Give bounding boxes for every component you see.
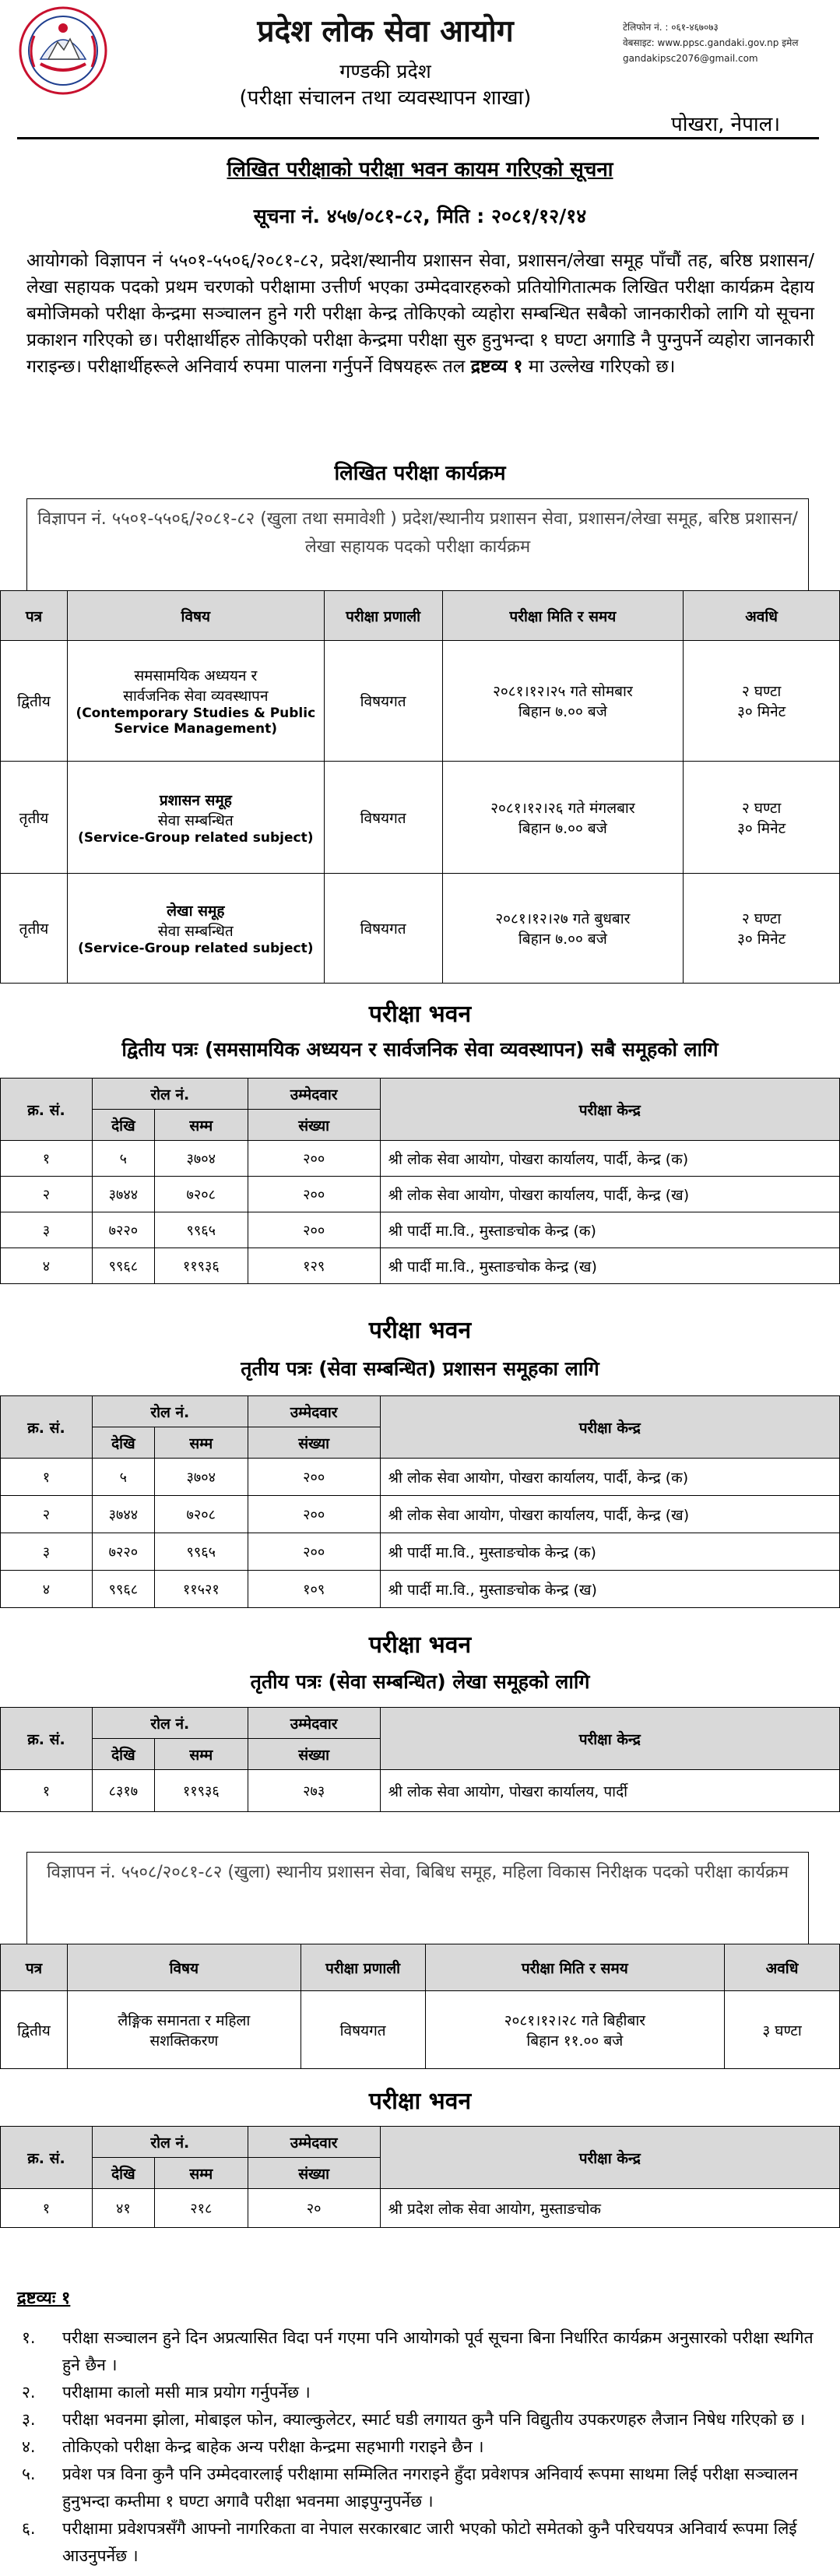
header-duration: अवधि — [684, 591, 840, 641]
center-cell: श्री प्रदेश लोक सेवा आयोग, मुस्ताङचोक — [380, 2189, 839, 2228]
count-cell: २० — [248, 2189, 380, 2228]
header-from: देखि — [92, 1427, 154, 1459]
center-cell: श्री लोक सेवा आयोग, पोखरा कार्यालय, पार्दी, केन्द्र (क) — [380, 1459, 839, 1496]
header-from: देखि — [92, 2158, 154, 2189]
roll-to-cell: ११९३६ — [154, 1770, 248, 1812]
subject-en: (Service-Group related subject) — [78, 941, 314, 956]
header-to: सम्म — [154, 2158, 248, 2189]
header-center: परीक्षा केन्द्र — [380, 1079, 839, 1141]
venue-heading: परीक्षा भवन — [368, 2088, 472, 2115]
advertisement-box-1: विज्ञापन नं. ५५०१-५५०६/२०८१-८२ (खुला तथा समावेशी ) प्रदेश/स्थानीय प्रशासन सेवा, प्रशासन/लेखा समूह, बरिष्ठ प्रशासन/लेखा सहायक पदको परीक्षा कार्यक्रम — [26, 498, 809, 590]
schedule-table-2 — [0, 1944, 840, 2069]
subject-cell — [67, 874, 324, 984]
venue-subheading: तृतीय पत्रः (सेवा सम्बन्धित) लेखा समूहको लागि — [250, 1670, 590, 1693]
exam-date: २०८१।१२।२७ गते बुधबार — [495, 910, 631, 927]
notice-title-text: लिखित परीक्षाको परीक्षा भवन कायम गरिएको सूचना — [227, 158, 613, 181]
header-system: परीक्षा प्रणाली — [324, 591, 442, 641]
header-datetime: परीक्षा मिति र समय — [425, 1944, 725, 1991]
table-row — [1, 1177, 840, 1212]
center-cell: श्री पार्दी मा.वि., मुस्ताङचोक केन्द्र (ख) — [380, 1248, 839, 1284]
table-row — [1, 1991, 840, 2069]
venue-heading: परीक्षा भवन — [368, 1317, 472, 1344]
table-row — [1, 874, 840, 984]
header-sn: क्र. सं. — [1, 2127, 93, 2189]
header-count-2: संख्या — [248, 1110, 380, 1141]
header-paper: पत्र — [1, 591, 68, 641]
table-row — [1, 1141, 840, 1177]
roll-to-cell: ३७०४ — [154, 1141, 248, 1177]
header-count-2: संख्या — [248, 1427, 380, 1459]
sn-cell: ४ — [1, 1248, 93, 1284]
province-name: गण्डकी प्रदेश — [339, 60, 431, 83]
center-cell: श्री लोक सेवा आयोग, पोखरा कार्यालय, पार्दी, केन्द्र (ख) — [380, 1496, 839, 1533]
header-subject: विषय — [67, 1944, 301, 1991]
header-count: उम्मेदवार — [248, 1079, 380, 1110]
paper-cell: तृतीय — [1, 874, 68, 984]
subject-np: सशक्तिकरण — [149, 2032, 219, 2050]
subject-np: लैङ्गिक समानता र महिला — [118, 2011, 251, 2029]
center-cell: श्री लोक सेवा आयोग, पोखरा कार्यालय, पार्दी, केन्द्र (क) — [380, 1141, 839, 1177]
table-header-row — [1, 1708, 840, 1739]
note-text: तोकिएको परीक्षा केन्द्र बाहेक अन्य परीक्षा केन्द्रमा सहभागी गराइने छैन । — [62, 2437, 484, 2456]
roll-from-cell: ९९६८ — [92, 1571, 154, 1608]
duration-cell — [684, 762, 840, 874]
subject-np: सेवा सम्बन्धित — [157, 811, 234, 829]
venue-subheading: द्वितीय पत्रः (समसामयिक अध्ययन र सार्वजनिक सेवा व्यवस्थापन) सबै समूहको लागि — [121, 1038, 719, 1061]
roll-from-cell: ८३१७ — [92, 1770, 154, 1812]
sn-cell: ४ — [1, 1571, 93, 1608]
branch-name: (परीक्षा संचालन तथा व्यवस्थापन शाखा) — [239, 86, 532, 110]
header-roll: रोल नं. — [92, 1396, 248, 1427]
roll-to-cell: ९९६५ — [154, 1212, 248, 1248]
table-row — [1, 1571, 840, 1608]
table-row — [1, 1496, 840, 1533]
notice-number: सूचना नं. ४५७/०८१-८२, मिति : २०८१/१२/१४ — [253, 205, 587, 227]
header-roll: रोल नं. — [92, 1079, 248, 1110]
duration-cell: ३ घण्टा — [725, 1991, 840, 2069]
venue-heading: परीक्षा भवन — [368, 1631, 472, 1659]
note-number: १. — [22, 2328, 36, 2347]
note-text: परीक्षामा प्रवेशपत्रसँगै आफ्नो नागरिकता वा नेपाल सरकारबाट जारी भएको फोटो समेतको कुनै परिचयपत्र अनिवार्य रूपमा लिई आउनुपर्नेछ । — [62, 2519, 797, 2565]
table-row — [1, 1533, 840, 1571]
subject-en: (Service-Group related subject) — [78, 829, 314, 846]
note-number: २. — [22, 2383, 36, 2402]
note-text: परीक्षा सञ्चालन हुने दिन अप्रत्यासित विदा पर्न गएमा पनि आयोगको पूर्व सूचना बिना निर्धारित कार्यक्रम अनुसारको परीक्षा स्थगित हुने छैन । — [62, 2328, 814, 2374]
subject-cell — [67, 762, 324, 874]
roll-to-cell: ७२०८ — [154, 1177, 248, 1212]
roll-from-cell: ४१ — [92, 2189, 154, 2228]
header-from: देखि — [92, 1739, 154, 1770]
header-roll: रोल नं. — [92, 1708, 248, 1739]
header-count: उम्मेदवार — [248, 1708, 380, 1739]
center-cell: श्री पार्दी मा.वि., मुस्ताङचोक केन्द्र (ख) — [380, 1571, 839, 1608]
header-count: उम्मेदवार — [248, 1396, 380, 1427]
header-datetime: परीक्षा मिति र समय — [442, 591, 684, 641]
organization-title: प्रदेश लोक सेवा आयोग — [257, 14, 514, 49]
subject-cell — [67, 1991, 301, 2069]
list-item — [22, 2433, 816, 2461]
header-count: उम्मेदवार — [248, 2127, 380, 2158]
phone-text: टेलिफोन नं. : ०६१-४६७०७३ — [623, 22, 719, 33]
venue-subheading: तृतीय पत्रः (सेवा सम्बन्धित) प्रशासन समूहका लागि — [241, 1357, 599, 1380]
subject-cell — [67, 641, 324, 762]
list-item — [22, 2461, 816, 2515]
note-text: परीक्षा भवनमा झोला, मोबाइल फोन, क्याल्कुलेटर, स्मार्ट घडी लगायत कुनै पनि विद्युतीय उपकरणहरु लैजान निषेध गरिएको छ । — [62, 2410, 806, 2429]
count-cell: १०९ — [248, 1571, 380, 1608]
venue-table-2 — [0, 1395, 840, 1608]
intro-text-end: मा उल्लेख गरिएको छ। — [528, 357, 676, 377]
center-cell: श्री पार्दी मा.वि., मुस्ताङचोक केन्द्र (क) — [380, 1212, 839, 1248]
duration-cell — [684, 874, 840, 984]
paper-cell: द्वितीय — [1, 1991, 68, 2069]
datetime-cell — [425, 1991, 725, 2069]
note-number: ४. — [22, 2437, 36, 2456]
subject-np: सेवा सम्बन्धित — [157, 923, 234, 940]
table-row — [1, 762, 840, 874]
list-item — [22, 2406, 816, 2433]
paper-cell: द्वितीय — [1, 641, 68, 762]
sn-cell: १ — [1, 1141, 93, 1177]
website-line — [623, 35, 798, 51]
duration-minutes: ३० मिनेट — [736, 819, 786, 837]
header-count-2: संख्या — [248, 1739, 380, 1770]
subject-np: समसामयिक अध्ययन र — [134, 667, 258, 684]
table-row — [1, 641, 840, 762]
notes-list — [22, 2324, 816, 2570]
duration-minutes: ३० मिनेट — [736, 931, 786, 948]
roll-to-cell: ७२०८ — [154, 1496, 248, 1533]
roll-to-cell: ११९३६ — [154, 1248, 248, 1284]
place-text: पोखरा, नेपाल। — [671, 113, 781, 136]
header-to: सम्म — [154, 1427, 248, 1459]
duration-hours: २ घण्टा — [741, 683, 782, 700]
roll-to-cell: २१८ — [154, 2189, 248, 2228]
count-cell: २०० — [248, 1141, 380, 1177]
exam-date: २०८१।१२।२६ गते मंगलबार — [490, 799, 635, 817]
email-label: इमेल — [782, 37, 799, 48]
roll-from-cell: ३७४४ — [92, 1177, 154, 1212]
list-item — [22, 2515, 816, 2570]
subject-np: प्रशासन समूह — [159, 791, 232, 809]
sn-cell: १ — [1, 1770, 93, 1812]
exam-time: बिहान ७.०० बजे — [518, 703, 607, 720]
header-center: परीक्षा केन्द्र — [380, 2127, 839, 2189]
sn-cell: २ — [1, 1496, 93, 1533]
list-item — [22, 2379, 816, 2406]
intro-paragraph — [26, 248, 814, 380]
government-emblem-icon — [17, 5, 109, 97]
roll-to-cell: ११५२१ — [154, 1571, 248, 1608]
roll-to-cell: ३७०४ — [154, 1459, 248, 1496]
header-sn: क्र. सं. — [1, 1079, 93, 1141]
roll-from-cell: ९९६८ — [92, 1248, 154, 1284]
contact-info — [623, 19, 798, 66]
center-cell: श्री लोक सेवा आयोग, पोखरा कार्यालय, पार्दी, केन्द्र (ख) — [380, 1177, 839, 1212]
notice-title — [0, 154, 840, 182]
header-sn: क्र. सं. — [1, 1396, 93, 1459]
sn-cell: २ — [1, 1177, 93, 1212]
count-cell: २०० — [248, 1496, 380, 1533]
system-cell: विषयगत — [324, 762, 442, 874]
datetime-cell — [442, 641, 684, 762]
system-cell: विषयगत — [301, 1991, 425, 2069]
exam-time: बिहान ७.०० बजे — [518, 931, 607, 948]
subject-en: (Contemporary Studies & Public Service Management) — [76, 706, 316, 737]
schedule-table-1 — [0, 590, 840, 984]
roll-from-cell: ७२२० — [92, 1533, 154, 1571]
paper-cell: तृतीय — [1, 762, 68, 874]
center-cell: श्री पार्दी मा.वि., मुस्ताङचोक केन्द्र (क) — [380, 1533, 839, 1571]
exam-time: बिहान ७.०० बजे — [518, 819, 607, 837]
header-duration: अवधि — [725, 1944, 840, 1991]
roll-from-cell: ५ — [92, 1459, 154, 1496]
roll-from-cell: ७२२० — [92, 1212, 154, 1248]
roll-from-cell: ५ — [92, 1141, 154, 1177]
header-divider — [17, 137, 819, 139]
system-cell: विषयगत — [324, 874, 442, 984]
subject-np: सार्वजनिक सेवा व्यवस्थापन — [123, 688, 269, 705]
count-cell: २७३ — [248, 1770, 380, 1812]
website-text: वेबसाइट: www.ppsc.gandaki.gov.np — [623, 37, 779, 48]
system-cell: विषयगत — [324, 641, 442, 762]
letterhead — [0, 0, 840, 144]
header-center: परीक्षा केन्द्र — [380, 1708, 839, 1770]
advertisement-box-2: विज्ञापन नं. ५५०८/२०८१-८२ (खुला) स्थानीय प्रशासन सेवा, बिबिध समूह, महिला विकास निरीक्षक पदको परीक्षा कार्यक्रम — [26, 1852, 809, 1944]
table-row — [1, 1248, 840, 1284]
exam-time: बिहान ११.०० बजे — [526, 2032, 624, 2050]
datetime-cell — [442, 762, 684, 874]
note-text: प्रवेश पत्र विना कुनै पनि उम्मेदवारलाई परीक्षामा सम्मिलित नगराइने हुँदा प्रवेशपत्र अनिवार्य रूपमा साथमा लिई परीक्षा सञ्चालन हुनुभन्दा कम्तीमा १ घण्टा अगावै परीक्षा भवनमा आइपुग्नुपर्नेछ । — [62, 2465, 798, 2511]
header-from: देखि — [92, 1110, 154, 1141]
table-row — [1, 1459, 840, 1496]
header-to: सम्म — [154, 1739, 248, 1770]
venue-heading: परीक्षा भवन — [368, 1001, 472, 1028]
table-header-row — [1, 1396, 840, 1427]
subject-np: लेखा समूह — [167, 903, 225, 920]
header-paper: पत्र — [1, 1944, 68, 1991]
header-subject: विषय — [67, 591, 324, 641]
duration-cell — [684, 641, 840, 762]
intro-reference: द्रष्टव्य १ — [470, 357, 523, 377]
table-row — [1, 1770, 840, 1812]
schedule-title: लिखित परीक्षा कार्यक्रम — [334, 462, 506, 485]
center-cell: श्री लोक सेवा आयोग, पोखरा कार्यालय, पार्दी — [380, 1770, 839, 1812]
duration-hours: २ घण्टा — [741, 910, 782, 927]
notes-title: द्रष्टव्यः १ — [17, 2289, 71, 2308]
sn-cell: ३ — [1, 1533, 93, 1571]
venue-table-3 — [0, 1707, 840, 1812]
duration-minutes: ३० मिनेट — [736, 703, 786, 720]
venue-table-1 — [0, 1078, 840, 1284]
header-to: सम्म — [154, 1110, 248, 1141]
list-item — [22, 2324, 816, 2379]
count-cell: २०० — [248, 1459, 380, 1496]
table-row — [1, 2189, 840, 2228]
header-sn: क्र. सं. — [1, 1708, 93, 1770]
header-count-2: संख्या — [248, 2158, 380, 2189]
sn-cell: ३ — [1, 1212, 93, 1248]
header-center: परीक्षा केन्द्र — [380, 1396, 839, 1459]
sn-cell: १ — [1, 1459, 93, 1496]
table-header-row — [1, 2127, 840, 2158]
exam-date: २०८१।१२।२५ गते सोमबार — [493, 683, 633, 700]
roll-from-cell: ३७४४ — [92, 1496, 154, 1533]
count-cell: १२९ — [248, 1248, 380, 1284]
header-system: परीक्षा प्रणाली — [301, 1944, 425, 1991]
intro-text: आयोगको विज्ञापन नं ५५०१-५५०६/२०८१-८२, प्रदेश/स्थानीय प्रशासन सेवा, प्रशासन/लेखा समूह पाँचौं तह, बरिष्ठ प्रशासन/लेखा सहायक पदको प्रथम चरणको परीक्षामा उत्तीर्ण भएका उम्मेदवारहरुको प्रतियोगितात्मक लिखित परीक्षा कार्यक्रम देहाय बमोजिमको परीक्षा केन्द्रमा सञ्चालन हुने गरी परीक्षा केन्द्र तोकिएको व्यहोरा सम्बन्धित सबैको जानकारीको लागि यो सूचना प्रकाशन गरिएको छ। परीक्षार्थीहरु तोकिएको परीक्षा केन्द्रमा परीक्षा सुरु हुनुभन्दा १ घण्टा अगाडि नै पुग्नुपर्ने व्यहोरा जानकारी गराइन्छ। परीक्षार्थीहरूले अनिवार्य रुपमा पालना गर्नुपर्ने विषयहरू तल — [26, 251, 814, 377]
table-row — [1, 1212, 840, 1248]
exam-date: २०८१।१२।२८ गते बिहीबार — [504, 2011, 646, 2029]
duration-hours: २ घण्टा — [741, 799, 782, 817]
count-cell: २०० — [248, 1177, 380, 1212]
header-roll: रोल नं. — [92, 2127, 248, 2158]
table-header-row — [1, 1944, 840, 1991]
note-number: ६. — [22, 2519, 36, 2538]
table-header-row — [1, 591, 840, 641]
venue-table-4 — [0, 2126, 840, 2228]
note-text: परीक्षामा कालो मसी मात्र प्रयोग गर्नुपर्नेछ । — [62, 2383, 311, 2402]
datetime-cell — [442, 874, 684, 984]
count-cell: २०० — [248, 1212, 380, 1248]
roll-to-cell: ९९६५ — [154, 1533, 248, 1571]
table-header-row — [1, 1079, 840, 1110]
email-text: gandakipsc2076@gmail.com — [623, 53, 758, 64]
note-number: ५. — [22, 2465, 36, 2483]
sn-cell: १ — [1, 2189, 93, 2228]
count-cell: २०० — [248, 1533, 380, 1571]
note-number: ३. — [22, 2410, 36, 2429]
